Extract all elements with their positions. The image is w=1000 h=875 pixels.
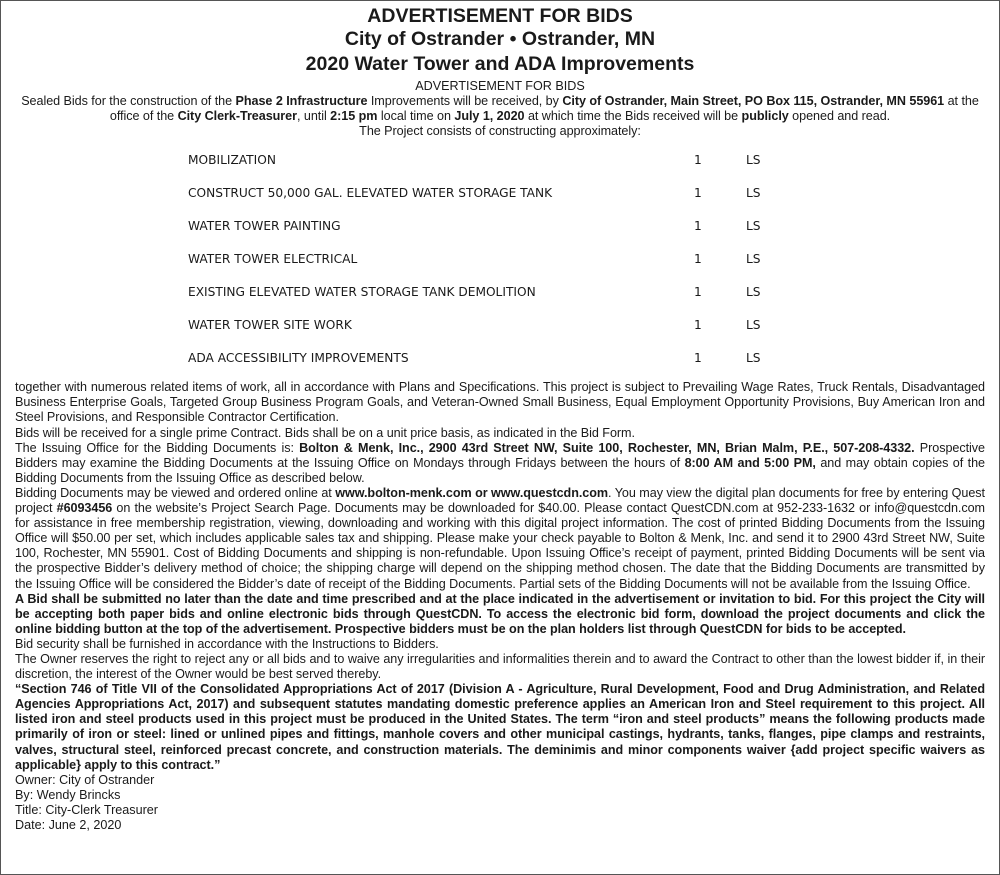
item-quantity: 1 <box>694 152 702 167</box>
item-unit: LS <box>746 152 761 167</box>
by-line: By: Wendy Brincks <box>15 787 121 802</box>
item-quantity: 1 <box>694 317 702 332</box>
table-row <box>188 308 806 341</box>
item-quantity: 1 <box>694 251 702 266</box>
online-text: Bidding Documents may be viewed and ordered online at <box>15 485 336 500</box>
project-consists: The Project consists of constructing approximately: <box>359 124 641 139</box>
intro-publicly: publicly <box>741 109 789 124</box>
item-description: MOBILIZATION <box>188 152 276 167</box>
section-746-paragraph: “Section 746 of Title VII of the Consolidated Appropriations Act of 2017 (Division A - Agriculture, Rural Development, Food and Drug Administration, and Related Agencies Appropriations Act, 2017) and subsequent statutes mandating domestic preference applies an American Iron and Steel requirement to this project. All listed iron and steel products used in this project must be produced in the United States. The term “iron and steel products” means the following products made primarily of iron or steel: lined or unlined pipes and fittings, manhole covers and other municipal castings, hydrants, tanks, flanges, pipe clamps and restraints, valves, structural steel, reinforced precast concrete, and construction materials. The deminimis and minor components waiver {add project specific waivers as applicable} apply to this contract.” <box>15 682 985 772</box>
signature-block <box>15 773 985 833</box>
single-prime-paragraph: Bids will be received for a single prime Contract. Bids shall be on a unit price basis, as indicated in the Bid Form. <box>15 425 635 440</box>
table-row <box>188 341 806 374</box>
online-documents-paragraph <box>15 486 985 592</box>
item-unit: LS <box>746 350 761 365</box>
intro-address: City of Ostrander, Main Street, PO Box 115, Ostrander, MN 55961 <box>562 94 945 108</box>
item-description: EXISTING ELEVATED WATER STORAGE TANK DEMOLITION <box>188 284 536 299</box>
submission-paragraph: A Bid shall be submitted no later than the date and time prescribed and at the place indicated in the advertisement or invitation to bid. For this project the City will be accepting both paper bids and online electronic bids through QuestCDN. To access the electronic bid form, download the project documents and click the online bidding button at the top of the advertisement. Prospective bidders must be on the plan holders list through QuestCDN for bids to be accepted. <box>15 591 985 636</box>
quest-project-number: #6093456 <box>56 501 113 516</box>
issuing-office-paragraph <box>15 441 985 486</box>
item-quantity: 1 <box>694 218 702 233</box>
ad-title: ADVERTISEMENT FOR BIDS <box>367 5 633 27</box>
intro-time: 2:15 pm <box>330 109 378 124</box>
item-unit: LS <box>746 218 761 233</box>
intro-text: Improvements will be received, by <box>367 94 563 108</box>
item-description: CONSTRUCT 50,000 GAL. ELEVATED WATER STORAGE TANK <box>188 185 553 200</box>
city-line: City of Ostrander • Ostrander, MN <box>344 28 656 50</box>
item-unit: LS <box>746 317 761 332</box>
item-quantity: 1 <box>694 350 702 365</box>
table-row <box>188 176 806 209</box>
item-unit: LS <box>746 185 761 200</box>
date-line: Date: June 2, 2020 <box>15 818 122 832</box>
item-quantity: 1 <box>694 284 702 299</box>
table-row <box>188 143 806 176</box>
intro-text: at which time the Bids received will be <box>524 109 742 124</box>
table-row <box>188 275 806 308</box>
issuing-contact: Bolton & Menk, Inc., 2900 43rd Street NW, Suite 100, Rochester, MN, Brian Malm, P.E., 507-208-4332. <box>299 440 915 455</box>
issuing-text: The Issuing Office for the Bidding Documents is: <box>15 440 300 455</box>
intro-text: Sealed Bids for the construction of the <box>21 94 236 108</box>
intro-text: at the office of the <box>109 94 979 124</box>
related-work-paragraph: together with numerous related items of work, all in accordance with Plans and Specifications. This project is subject to Prevailing Wage Rates, Truck Rentals, Disadvantaged Business Enterprise Goals, Targeted Group Business Program Goals, and Veteran-Owned Small Business, Equal Employment Opportunity Provisions, Buy American Iron and Steel Provisions, and Responsible Contractor Certification. <box>15 380 985 425</box>
item-unit: LS <box>746 251 761 266</box>
intro-paragraph <box>15 94 985 139</box>
item-description: ADA ACCESSIBILITY IMPROVEMENTS <box>188 350 409 365</box>
issuing-text: and may obtain copies of the Bidding Documents from the Issuing Office as described below. <box>15 455 985 485</box>
title-line: Title: City-Clerk Treasurer <box>15 802 158 817</box>
project-line: 2020 Water Tower and ADA Improvements <box>305 53 695 75</box>
intro-text: opened and read. <box>788 109 891 124</box>
owner-line: Owner: City of Ostrander <box>15 772 155 787</box>
bid-security-paragraph: Bid security shall be furnished in accordance with the Instructions to Bidders. <box>15 636 439 651</box>
item-description: WATER TOWER SITE WORK <box>188 317 352 332</box>
item-quantity: 1 <box>694 185 702 200</box>
ad-subtitle: ADVERTISEMENT FOR BIDS <box>415 79 585 93</box>
online-websites: www.bolton-menk.com or www.questcdn.com <box>335 485 609 500</box>
intro-phase: Phase 2 Infrastructure <box>235 94 368 108</box>
intro-text: , until <box>296 109 331 124</box>
online-text: on the website’s Project Search Page. Documents may be downloaded for $40.00. Please contact QuestCDN.com at 952-233-1632 or info@questcdn.com for assistance in free membership registration, viewing, downloading and working with this digital project information. The cost of printed Bidding Documents from the Issuing Office will $50.00 per set, which includes applicable sales tax and shipping. Please make your check payable to Bolton & Menk, Inc. and send it to 2900 43rd Street NW, Suite 100, Rochester, MN 55901. Cost of Bidding Documents and shipping is non-refundable. Upon Issuing Office’s receipt of payment, printed Bidding Documents will be sent via the prospective Bidder’s delivery method of choice; the shipping charge will depend on the shipping method chosen. The date that the Bidding Documents are transmitted by the Issuing Office will be considered the Bidder’s date of receipt of the Bidding Documents. Partial sets of the Bidding Documents will not be available from the Issuing Office. <box>15 501 986 591</box>
issuing-hours: 8:00 AM and 5:00 PM, <box>684 455 816 470</box>
issuing-text: Prospective Bidders may examine the Bidding Documents at the Issuing Office on Mondays through Fridays between the hours of <box>15 440 985 470</box>
item-unit: LS <box>746 284 761 299</box>
item-description: WATER TOWER PAINTING <box>188 218 341 233</box>
intro-text: local time on <box>377 109 455 124</box>
owner-reserves-paragraph: The Owner reserves the right to reject any or all bids and to waive any irregularities and informalities therein and to award the Contract to other than the lowest bidder if, in their discretion, the interest of the Owner would be best served thereby. <box>15 651 985 682</box>
table-row <box>188 209 806 242</box>
intro-date: July 1, 2020 <box>454 109 525 124</box>
item-description: WATER TOWER ELECTRICAL <box>188 251 358 266</box>
online-text: . You may view the digital plan documents for free by entering Quest project <box>15 485 985 516</box>
table-row <box>188 242 806 275</box>
intro-office: City Clerk-Treasurer <box>177 109 297 124</box>
bid-items-table <box>188 143 806 374</box>
